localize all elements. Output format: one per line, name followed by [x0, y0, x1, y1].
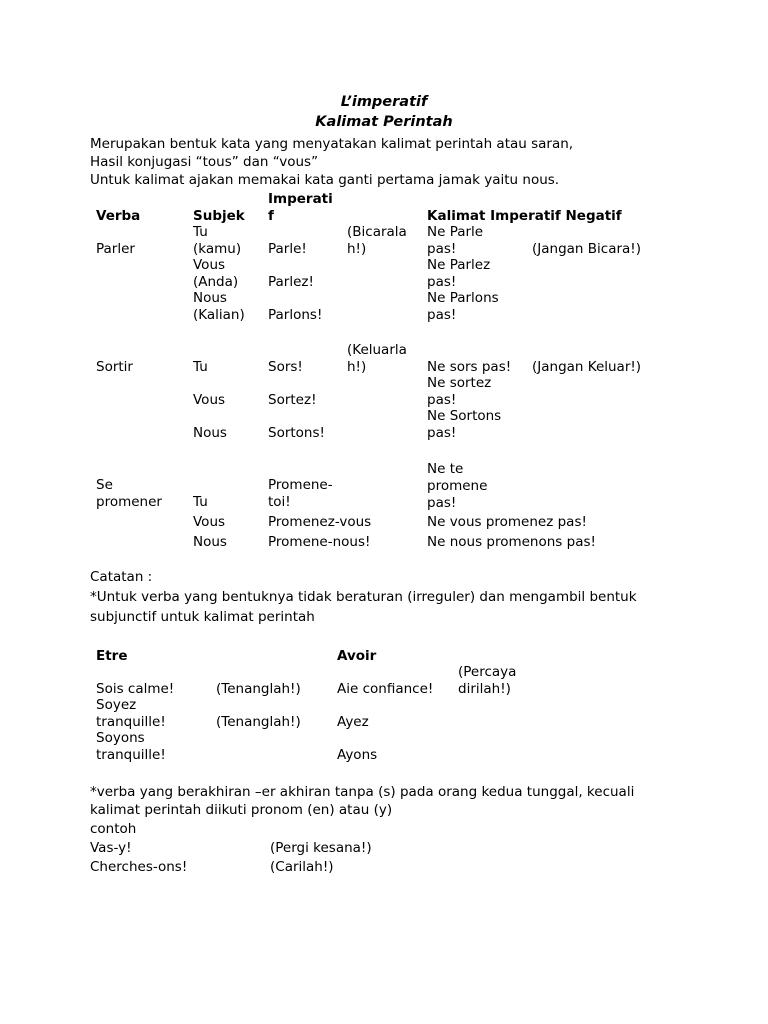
subject-cell: Nous — [193, 425, 227, 441]
subject-cell: Nous (Kalian) — [193, 290, 245, 323]
page-subtitle: Kalimat Perintah — [315, 114, 453, 130]
imperative-cell: Parlons! — [268, 307, 323, 323]
negative-meaning-cell: (Jangan Keluar!) — [532, 359, 642, 375]
catatan-label: Catatan : — [90, 569, 153, 585]
negative-meaning-cell: (Jangan Bicara!) — [532, 241, 641, 257]
subject-cell: Nous — [193, 534, 227, 550]
imperative-cell: Sortez! — [268, 392, 317, 408]
intro-line-3: Untuk kalimat ajakan memakai kata ganti pertama jamak yaitu nous. — [90, 172, 560, 188]
header-avoir: Avoir — [337, 648, 377, 664]
avoir-meaning: (Percaya dirilah!) — [458, 664, 517, 697]
imperative-cell: Parlez! — [268, 274, 314, 290]
header-etre: Etre — [96, 648, 128, 664]
imperative-cell: Promene-nous! — [268, 534, 371, 550]
negative-cell: Ne Parlons pas! — [427, 290, 499, 323]
negative-cell: Ne Parlez pas! — [427, 257, 491, 290]
etre-meaning: (Tenanglah!) — [216, 714, 301, 730]
avoir-form: Ayons — [337, 747, 378, 763]
example-meaning: (Carilah!) — [270, 859, 334, 875]
etre-form: Soyons tranquille! — [96, 730, 166, 763]
avoir-form: Ayez — [337, 714, 369, 730]
negative-cell: Ne Sortons pas! — [427, 408, 502, 441]
header-verba: Verba — [96, 208, 141, 224]
negative-cell: Ne vous promenez pas! — [427, 514, 587, 530]
header-imperatif: Imperatif — [268, 191, 333, 224]
etre-form: Soyez tranquille! — [96, 697, 166, 730]
negative-cell: Ne nous promenons pas! — [427, 534, 596, 550]
negative-cell: Ne sors pas! — [427, 359, 512, 375]
subject-cell: Tu (kamu) — [193, 224, 242, 257]
header-negatif: Kalimat Imperatif Negatif — [427, 208, 622, 224]
imperative-cell: Sortons! — [268, 425, 325, 441]
page-title: L’imperatif — [340, 94, 428, 110]
example-phrase: Cherches-ons! — [90, 859, 188, 875]
verb-sortir: Sortir — [96, 359, 133, 375]
etre-form: Sois calme! — [96, 681, 175, 697]
etre-meaning: (Tenanglah!) — [216, 681, 301, 697]
header-subjek: Subjek — [193, 208, 245, 224]
imperative-cell: Parle! — [268, 241, 307, 257]
verb-se-promener: Se promener — [96, 477, 162, 510]
subject-cell: Vous — [193, 392, 226, 408]
intro-line-1: Merupakan bentuk kata yang menyatakan kalimat perintah atau saran, — [90, 136, 574, 152]
negative-cell: Ne te promene pas! — [427, 461, 488, 511]
subject-cell: Tu — [193, 494, 208, 510]
negative-cell: Ne sortez pas! — [427, 375, 492, 408]
intro-line-2: Hasil konjugasi “tous” dan “vous” — [90, 154, 319, 170]
example-phrase: Vas-y! — [90, 840, 132, 856]
contoh-label: contoh — [90, 821, 137, 837]
imperative-cell: Promene-toi! — [268, 477, 333, 510]
subject-cell: Vous — [193, 514, 226, 530]
meaning-cell: (Bicaralah!) — [347, 224, 407, 257]
imperative-cell: Sors! — [268, 359, 303, 375]
subject-cell: Vous (Anda) — [193, 257, 239, 290]
example-meaning: (Pergi kesana!) — [270, 840, 372, 856]
imperative-cell: Promenez-vous — [268, 514, 372, 530]
catatan-note-1: *Untuk verba yang bentuknya tidak beraturan (irreguler) dan mengambil bentuk subjunctif untuk kalimat perintah — [90, 589, 637, 625]
verb-parler: Parler — [96, 241, 135, 257]
meaning-cell: (Keluarlah!) — [347, 342, 407, 375]
negative-cell: Ne Parle pas! — [427, 224, 484, 257]
avoir-form: Aie confiance! — [337, 681, 434, 697]
note-2-text: *verba yang berakhiran –er akhiran tanpa (s) pada orang kedua tunggal, kecuali kalimat perintah diikuti pronom (en) atau (y) — [90, 784, 635, 818]
subject-cell: Tu — [193, 359, 208, 375]
